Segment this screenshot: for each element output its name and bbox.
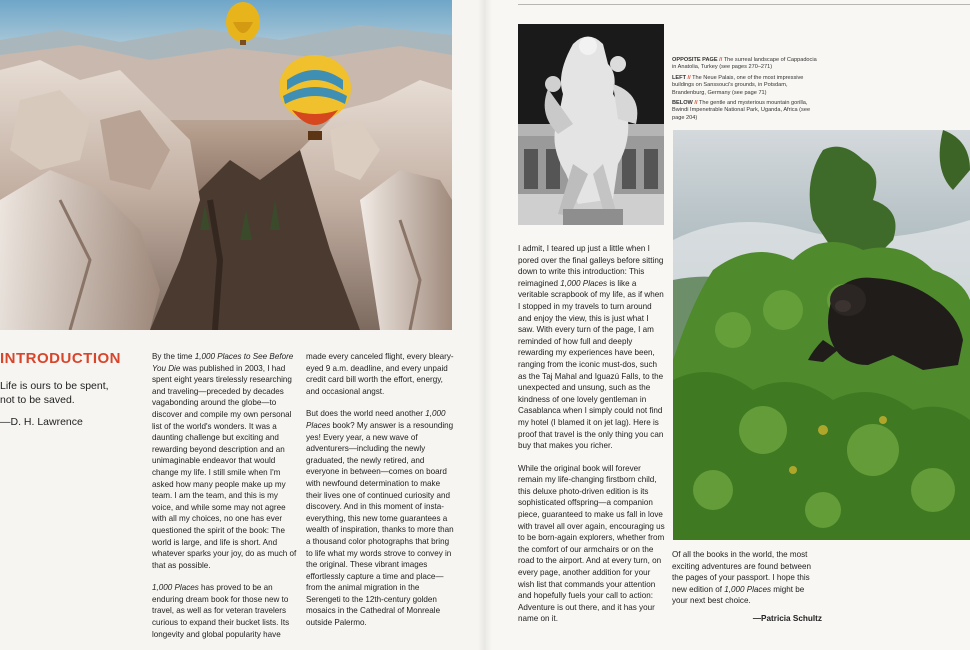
book-title: 1,000 Places [306, 409, 446, 430]
book-title: 1,000 Places [560, 278, 608, 288]
text-run: By the time [152, 352, 195, 361]
gorilla-photo [673, 130, 970, 540]
photo-captions [672, 57, 822, 125]
text-run: was published in 2003, I had spent eight years tirelessly researching and traveling—preceded by decades vagabonding around the globe—to discover and compile my own personal list of the world's wonders. It was a daunting challenge but exciting and rewarding beyond description and an unimaginable endeavor that would change my life. I still smile when I'm asked how many people make up my team. I am the team, and this is my voice, and while some may not agree with all my choices, no one has ever questioned the spirit of the book: The world is large, and life is short. And whatever sparks your joy, do as much of that as possible. [152, 363, 297, 570]
caption-left [672, 75, 822, 97]
caption-text: The surreal landscape of Cappadocia in Anatolia, Turkey (see pages 270–271) [672, 57, 817, 71]
epigraph-line-2: not to be saved. [0, 394, 75, 406]
epigraph-author: —D. H. Lawrence [0, 416, 83, 428]
text-run: might be your next best choice. [672, 584, 805, 606]
top-rule [518, 4, 970, 5]
paragraph: made every canceled flight, every bleary-eyed 9 a.m. deadline, and every unpaid credit card bill worth the effort, energy, and occasional angst. [306, 352, 454, 396]
statue-illustration [518, 24, 664, 225]
caption-text: The Neue Palais, one of the most impressive buildings on Sanssouci's grounds, in Potsdam, Brandenburg, Germany (see page 71) [672, 74, 804, 96]
body-column-2 [306, 351, 454, 640]
book-gutter [478, 0, 492, 650]
body-column-1 [152, 351, 300, 650]
intro-title: INTRODUCTION [0, 350, 121, 367]
body-column-3 [518, 243, 666, 636]
text-run: But does the world need another [306, 409, 426, 419]
book-title: 1,000 Places [152, 583, 199, 593]
caption-slash: // [694, 100, 698, 107]
text-run: I admit, I teared up just a little when I pored over the final galleys before sitting down to write this introduction: This reimagined [518, 244, 664, 288]
caption-text: The gentle and mysterious mountain gorilla, Bwindi Impenetrable National Park, Uganda, Africa (see page 204) [672, 100, 811, 121]
caption-label: LEFT [672, 74, 686, 81]
text-run: has proved to be an enduring dream book for those new to travel, as well as for veteran travelers curious to expand their bucket lists. Its longevity and global popularity have [152, 583, 290, 639]
cappadocia-photo [0, 0, 452, 330]
caption-below [672, 100, 822, 122]
caption-label: BELOW [672, 100, 693, 107]
statue-photo [518, 24, 664, 225]
paragraph [306, 408, 454, 628]
epigraph [0, 379, 130, 407]
caption-label: OPPOSITE PAGE [672, 57, 718, 63]
paragraph [518, 243, 666, 452]
text-run: Of all the books in the world, the most exciting adventures are found between the pages of your passport. I hope this new edition of [672, 550, 812, 594]
book-title: 1,000 Places to See Before You Die [152, 352, 294, 373]
text-run: book? My answer is a resounding yes! Every year, a new wave of adventurers—including the newly graduated, the newly retired, and everyone in between—comes on board with newfound determination to make their lives one of continued curiosity and discovery. And in this moment of insta-everything, this new tome guarantees a wealth of inspiration, thanks to more than a thousand color photographs that bring to life what my words strove to convey in the original. These vibrant images effortlessly capture a time and place—from the animal migration in the Serengeti to the 12th-century golden mosaics in the Cathedral of Monreale outside Palermo. [306, 420, 454, 628]
body-column-4 [672, 549, 822, 625]
book-title: 1,000 Places [724, 584, 771, 594]
paragraph [152, 582, 300, 640]
paragraph [152, 351, 300, 571]
caption-slash: // [687, 74, 691, 81]
paragraph: While the original book will forever remain my life-changing firstborn child, this deluxe photo-driven edition is its sophisticated offspring—a companion piece, guaranteed to make us fall in love with travel all over again, encouraging us to be born-again explorers, whether from the comfort of our armchairs or on the road to the airport. And at every turn, on every page, another addition for your wish list that commands your attention and hopefully fuels your call to action: Adventure is out there, and it has your name on it. [518, 463, 665, 624]
paragraph [672, 549, 822, 607]
cappadocia-illustration [0, 0, 452, 330]
author-signature: —Patricia Schultz [752, 613, 822, 623]
gorilla-illustration [673, 130, 970, 540]
epigraph-line-1: Life is ours to be spent, [0, 380, 109, 392]
caption-slash: // [719, 57, 723, 63]
text-run: is like a veritable scrapbook of my life, as if when I stopped in my travels to turn around and enjoy the view, this is just what I saw. With every turn of the page, I am reminded of how full and deeply rewarding my experiences have been, ranging from the iconic must-dos, such as the Taj Mahal and Iguazú Falls, to the unexpected and unsung, such as the kindness of one lovely gentleman in Casablanca when I simply could not find my hotel (I blamed it on jet lag). Here is proof that travel is the only thing you can buy that makes you richer. [518, 278, 664, 451]
caption-opposite [672, 57, 822, 72]
